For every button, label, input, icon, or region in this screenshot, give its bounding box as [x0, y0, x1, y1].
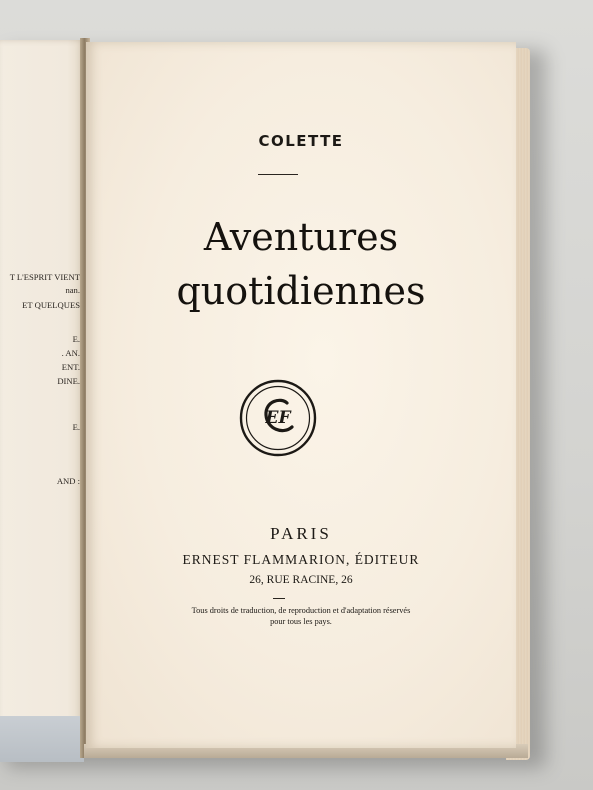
rights-notice	[126, 605, 476, 627]
left-cover-edge	[0, 716, 84, 762]
left-page-text-fragment: ENT.	[61, 362, 80, 372]
left-page-text-fragment: . AN.	[61, 348, 80, 358]
publisher-emblem-icon	[237, 377, 319, 459]
publication-city: PARIS	[270, 524, 332, 543]
left-page-text-fragment: ET QUELQUES	[22, 300, 80, 310]
publisher-name: ERNEST FLAMMARION, ÉDITEUR	[182, 552, 420, 567]
left-page-text-fragment: nan.	[65, 285, 80, 295]
left-page	[0, 40, 84, 752]
left-page-text-fragment: T L'ESPRIT VIENT	[9, 272, 80, 282]
address-divider	[273, 598, 285, 599]
author-name: COLETTE	[258, 132, 344, 150]
left-page-text-fragment: E.	[72, 422, 80, 432]
left-page-text-fragment: DINE.	[57, 376, 80, 386]
title-page	[86, 42, 516, 748]
left-page-text-fragment: E.	[72, 334, 80, 344]
author-divider	[258, 174, 298, 175]
rights-notice-line-2: pour tous les pays.	[270, 617, 332, 626]
publisher-address: 26, RUE RACINE, 26	[249, 574, 353, 586]
book-title-line-2: quotidiennes	[176, 269, 426, 313]
book-title-line-1: Aventures	[203, 215, 399, 259]
emblem-monogram: EF	[265, 408, 291, 428]
rights-notice-line-1: Tous droits de traduction, de reproduction et d'adaptation réservés	[191, 606, 411, 615]
book-title	[86, 210, 516, 318]
left-page-text-fragment: AND :	[56, 476, 80, 486]
